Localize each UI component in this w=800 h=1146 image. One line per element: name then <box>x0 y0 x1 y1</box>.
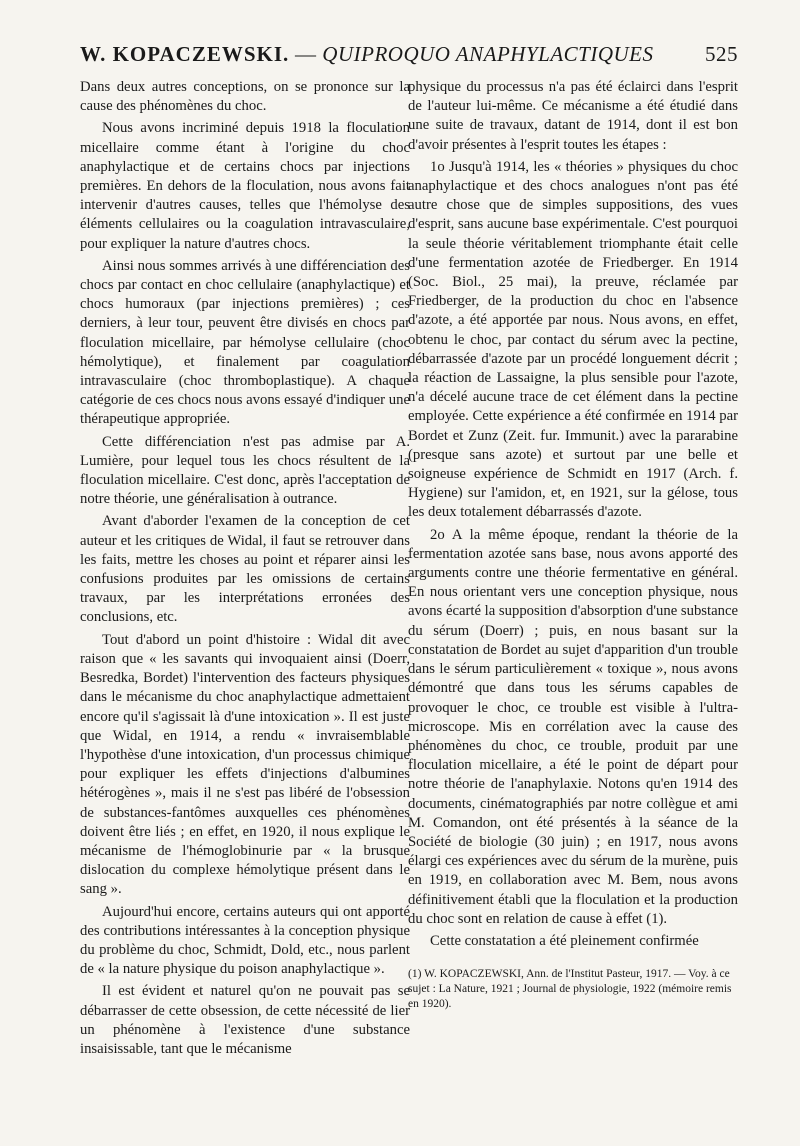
paragraph: Avant d'aborder l'examen de la conception de cet auteur et les critiques de Widal, il faut se retrouver dans les faits, mettre les choses au point et réparer ainsi les confusions produites par les omissions de certains travaux, par les interprétations erronées des conclusions, etc. <box>80 513 410 626</box>
paragraph: Dans deux autres conceptions, on se prononce sur la cause des phénomènes du choc. <box>80 79 410 115</box>
left-column <box>80 78 410 1062</box>
paragraph: Nous avons incriminé depuis 1918 la floculation micellaire comme étant à l'origine du choc anaphylactique et de certains chocs par injections premières. En dehors de la floculation, nous avons fait intervenir d'autres causes, telles que l'hémolyse des éléments cellulaires ou la coagulation intravasculaire, pour expliquer la nature d'autres chocs. <box>80 120 410 252</box>
paragraph: Tout d'abord un point d'histoire : Widal dit avec raison que « les savants qui invoquaient ainsi (Doerr, Besredka, Bordet) l'intervention des facteurs physiques dans le mécanisme du choc anaphylactique admettaient encore qu'il s'agissait là d'une intoxication ». Il est juste que Widal, en 1914, a rendu « invraisemblable l'hypothèse d'une intoxication, d'un processus chimique pour expliquer les effets d'injections d'albumines hétérogènes », mais il ne s'est pas libéré de l'obsession de substances-fantômes auxquelles ces phénomènes doivent être liés ; en effet, en 1920, il nous explique le mécanisme de l'hémoglobinurie par « la brusque dislocation du complexe hémolytique présent dans le sang ». <box>80 631 410 898</box>
right-column <box>408 78 738 1012</box>
paragraph: physique du processus n'a pas été éclairci dans l'esprit de l'auteur lui-même. Ce mécanisme a été étudié dans une suite de travaux, datant de 1914, dont il est bon d'avoir présentes à l'esprit toutes les étapes : <box>408 79 738 153</box>
paragraph: 1o Jusqu'à 1914, les « théories » physiques du choc anaphylactique et des chocs analogues n'ont pas été autre chose que de simples suppositions, des vues d'esprit, sans aucune base expérimentale. C'est pourquoi la seule théorie véritablement triomphante était celle d'une fermentation azotée de Friedberger. En 1914 (Soc. Biol., 25 mai), la preuve, réclamée par Friedberger, de la production du choc en l'absence d'azote, a été apportée par nous. Nous avons, en effet, obtenu le choc, par contact du sérum avec la pectine, débarrassée d'azote par un procédé longuement décrit ; la réaction de Lassaigne, la plus sensible pour l'azote, n'a décelé aucune trace de cet élément dans la pectine employée. Cette expérience a été confirmée en 1914 par Bordet et Zunz (Zeit. fur. Immunit.) avec la pararabine (presque sans azote) et surtout par une belle et soigneuse expérience de Schmidt en 1917 (Arch. f. Hygiene) sur l'amidon, et, en 1921, sur la gélose, tous les deux totalement débarrassés d'azote. <box>408 158 738 521</box>
paragraph: 2o A la même époque, rendant la théorie de la fermentation azotée sans base, nous avons apporté des arguments contre une théorie fermentative en général. En nous orientant vers une conception physique, nous avons écarté la supposition d'absorption d'une substance du sérum (Doerr) ; puis, en nous basant sur la constatation de Bordet au sujet d'apparition d'un trouble dans le sérum particulièrement « toxique », nous avons démontré que dans tous les sérums capables de provoquer le choc, ce trouble est visible à l'ultra-microscope. Mis en corrélation avec la cause des phénomènes du choc, ce trouble, produit par une floculation micellaire, a été le point de départ pour notre théorie de l'anaphylaxie. Notons qu'en 1914 des documents, cinématographiés par notre collègue et ami M. Comandon, ont été présentés à la séance de la Société de biologie (30 juin) ; en 1917, nous avons élargi ces expériences avec du sérum de la murène, puis en 1919, en collaboration avec M. Bem, nous avons définitivement établi que la floculation et la production du choc sont en relation de cause à effet (1). <box>408 526 738 927</box>
footnote: (1) W. KOPACZEWSKI, Ann. de l'Institut Pasteur, 1917. — Voy. à ce sujet : La Nature, 1921 ; Journal de physiologie, 1922 (mémoire remis en 1920). <box>408 968 732 1011</box>
header-title: QUIPROQUO ANAPHYLACTIQUES <box>322 42 654 66</box>
paragraph: Cette constatation a été pleinement confirmée <box>430 932 699 949</box>
paragraph: Il est évident et naturel qu'on ne pouvait pas se débarrasser de cette obsession, de cette nécessité de lier un phénomène à l'existence d'une substance insaisissable, tant que le mécanisme <box>80 983 410 1057</box>
paragraph: Aujourd'hui encore, certains auteurs qui ont apporté des contributions intéressantes à la conception physique du problème du choc, Schmidt, Dold, etc., nous parlent de « la nature physique du poison anaphylactique ». <box>80 903 410 978</box>
paragraph: Cette différenciation n'est pas admise par A. Lumière, pour lequel tous les chocs résultent de la floculation micellaire. C'est donc, après l'acceptation de notre théorie, une généralisation à outrance. <box>80 433 410 508</box>
header-separator: — <box>295 42 317 66</box>
header-author: W. KOPACZEWSKI. <box>80 42 290 66</box>
running-header <box>80 42 738 72</box>
paragraph: Ainsi nous sommes arrivés à une différenciation des chocs par contact en choc cellulaire (anaphylactique) et chocs humoraux (par injections premières) ; ces derniers, à leur tour, peuvent être divisés en chocs par floculation micellaire, par hémolyse cellulaire (choc hémolytique), et finalement par coagulation intravasculaire (choc thromboplastique). A chaque catégorie de ces chocs nous avons essayé d'indiquer une thérapeutique appropriée. <box>80 257 410 428</box>
page-number: 525 <box>705 42 738 66</box>
